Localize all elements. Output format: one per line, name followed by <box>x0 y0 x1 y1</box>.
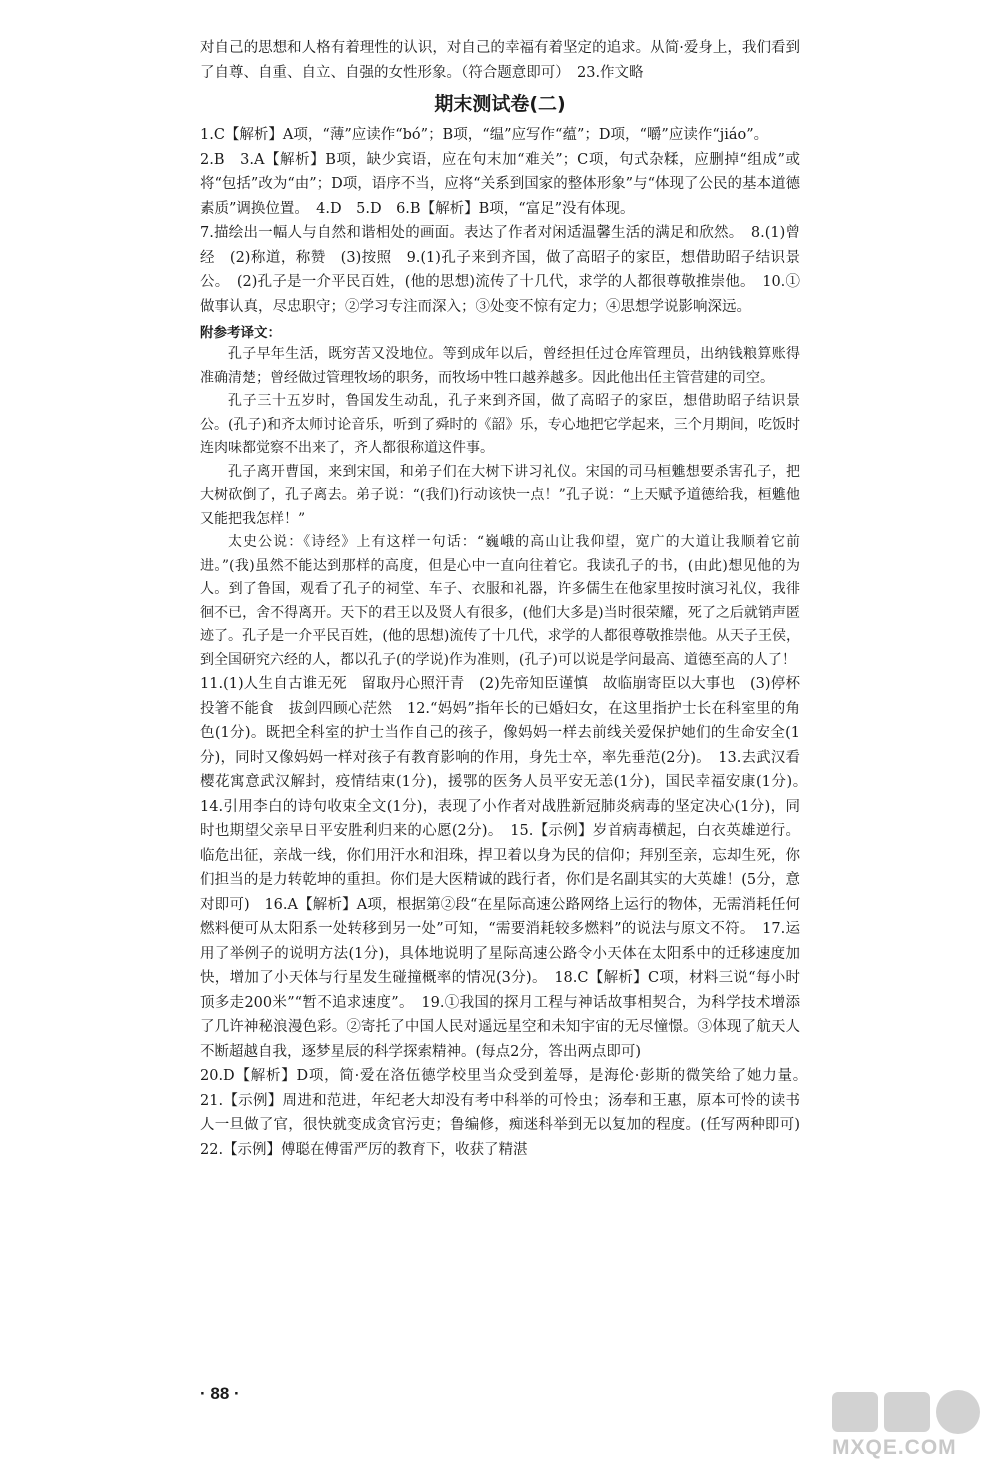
translation-paragraph-4: 太史公说：《诗经》上有这样一句话：“巍峨的高山让我仰望，宽广的大道让我顺着它前进。”(我)虽然不能达到那样的高度，但是心中一直向往着它。我读孔子的书，(由此)想见他的为人。到了鲁国，观看了孔子的祠堂、车子、衣服和礼器，许多儒生在他家里按时演习礼仪，我徘徊不已，舍不得离开。天下的君王以及贤人有很多，(他们大多是)当时很荣耀，死了之后就销声匿迹了。孔子是一介平民百姓，(他的思想)流传了十几代，求学的人都很尊敬推崇他。从天子王侯，到全国研究六经的人，都以孔子(的学说)作为准则，(孔子)可以说是学问最高、道德至高的人了！ <box>200 534 800 668</box>
translation-paragraph-3: 孔子离开曹国，来到宋国，和弟子们在大树下讲习礼仪。宋国的司马桓魋想要杀害孔子，把大树砍倒了，孔子离去。弟子说：“(我们)行动该快一点！”孔子说：“上天赋予道德给我，桓魋他又能把我怎样！” <box>200 463 800 527</box>
intro-paragraph: 对自己的思想和人格有着理性的认识，对自己的幸福有着坚定的追求。从简·爱身上，我们看到了自尊、自重、自立、自强的女性形象。（符合题意即可） 23.作文略 <box>200 40 800 81</box>
answer-paragraph-3: 7.描绘出一幅人与自然和谐相处的画面。表达了作者对闲适温馨生活的满足和欣然。 8.(1)曾经 (2)称道，称赞 (3)按照 9.(1)孔子来到齐国，做了高昭子的家臣，想借助昭子结识景公。 (2)孔子是一介平民百姓，(他的思想)流传了十几代，求学的人都很尊敬推崇他。 10.①做事认真，尽忠职守；②学习专注而深入；③处变不惊有定力；④思想学说影响深远。 <box>200 225 800 315</box>
answer-paragraph-5: 20.D【解析】D项，简·爱在洛伍德学校里当众受到羞辱，是海伦·彭斯的微笑给了她力量。 21.【示例】周进和范进，年纪老大却没有考中科举的可怜虫；汤奉和王惠，原本可怜的读书人一旦做了官，很快就变成贪官污吏；鲁编修，痴迷科举到无以复加的程度。(任写两种即可) 22.【示例】傅聪在傅雷严厉的教育下，收获了精湛 <box>200 1068 815 1158</box>
page-number: · 88 · <box>200 1384 240 1403</box>
answer-paragraph-4: 11.(1)人生自古谁无死 留取丹心照汗青 (2)先帝知臣谨慎 故临崩寄臣以大事也 (3)停杯投箸不能食 拔剑四顾心茫然 12.“妈妈”指年长的已婚妇女，在这里指护士长在科室里的角色(1分)。既把全科室的护士当作自己的孩子，像妈妈一样去前线关爱保护她们的生命安全(1分)，同时又像妈妈一样对孩子有教育影响的作用，身先士卒，率先垂范(2分)。 13.去武汉看樱花寓意武汉解封，疫情结束(1分)，援鄂的医务人员平安无恙(1分)，国民幸福安康(1分)。 14.引用李白的诗句收束全文(1分)，表现了小作者对战胜新冠肺炎病毒的坚定决心(1分)，同时也期望父亲早日平安胜利归来的心愿(2分)。 15.【示例】岁首病毒横起，白衣英雄逆行。临危出征，亲战一线，你们用汗水和泪珠，捍卫着以身为民的信仰；拜别至亲，忘却生死，你们担当的是力转乾坤的重担。你们是大医精诚的践行者，你们是名副其实的大英雄！(5分，意对即可) 16.A【解析】A项，根据第②段“在星际高速公路网络上运行的物体，无需消耗任何燃料便可从太阳系一处转移到另一处”可知，“需要消耗较多燃料”的说法与原文不符。 17.运用了举例子的说明方法(1分)，具体地说明了星际高速公路令小天体在太阳系中的迁移速度加快，增加了小天体与行星发生碰撞概率的情况(3分)。 18.C【解析】C项，材料三说“每小时顶多走200米”“暂不追求速度”。 19.①我国的探月工程与神话故事相契合，为科学技术增添了几许神秘浪漫色彩。②寄托了中国人民对遥远星空和未知宇宙的无尽憧憬。③体现了航天人不断超越自我，逐梦星辰的科学探索精神。(每点2分，答出两点即可) <box>200 676 815 1060</box>
translation-paragraph-2: 孔子三十五岁时，鲁国发生动乱，孔子来到齐国，做了高昭子的家臣，想借助昭子结识景公。(孔子)和齐太师讨论音乐，听到了舜时的《韶》乐，专心地把它学起来，三个月期间，吃饭时连肉味都觉察不出来了，齐人都很称道这件事。 <box>200 393 800 456</box>
translation-label: 附参考译文： <box>200 325 281 341</box>
answer-paragraph-1: 1.C【解析】A项，“薄”应读作“bó”；B项，“缊”应写作“蕴”；D项，“嚼”应读作“jiáo”。 <box>200 127 769 143</box>
answer-paragraph-2: 2.B 3.A【解析】B项，缺少宾语，应在句末加“难关”；C项，句式杂糅，应删掉“组成”或将“包括”改为“由”；D项，语序不当，应将“关系到国家的整体形象”与“体现了公民的基本道德素质”调换位置。 4.D 5.D 6.B【解析】B项，“富足”没有体现。 <box>200 151 801 217</box>
watermark-url: MXQE.COM <box>832 1436 957 1459</box>
document-page <box>200 36 815 1162</box>
translation-block <box>200 343 800 672</box>
section-title: 期末测试卷(二) <box>434 93 566 115</box>
translation-paragraph-1: 孔子早年生活，既穷苦又没地位。等到成年以后，曾经担任过仓库管理员，出纳钱粮算账得准确清楚；曾经做过管理牧场的职务，而牧场中牲口越养越多。因此他出任主管营建的司空。 <box>200 346 800 386</box>
